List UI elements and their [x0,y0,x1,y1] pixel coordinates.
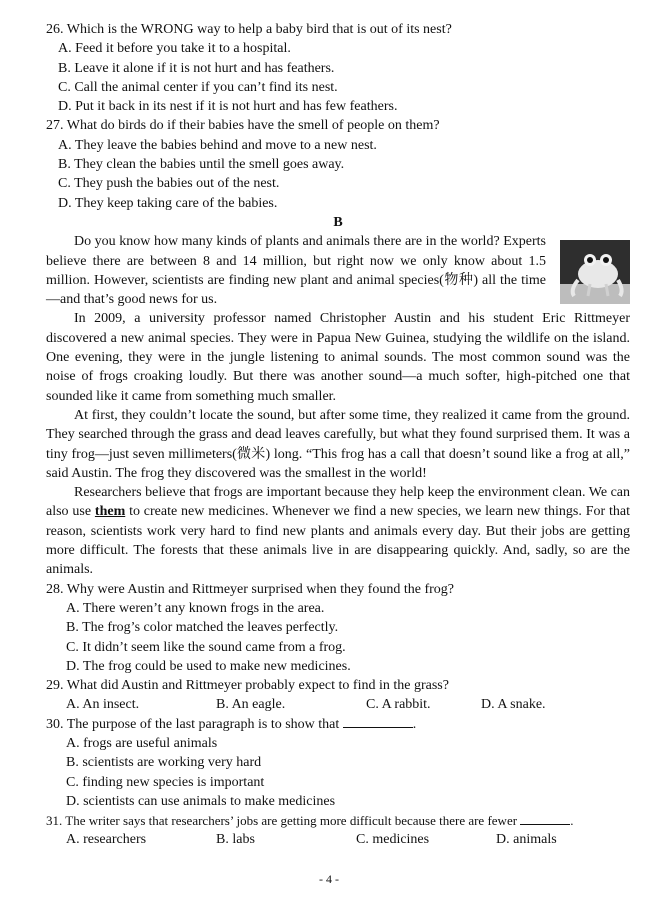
question-28-option-c: C. It didn’t seem like the sound came from a frog. [66,639,346,655]
question-27-option-d: D. They keep taking care of the babies. [58,195,278,211]
question-27-text: What do birds do if their babies have the smell of people on them? [66,118,440,134]
passage-paragraph-3: At first, they couldn’t locate the sound, but after some time, they realized it came from the ground. They searched through the grass and dead leaves carefully, but what they found surprised them. It was a tiny frog—just seven millimeters(微米) long. “This frog has a call that doesn’t sound like a frog at all,” said Austin. The frog they discovered was the smallest in the world! [46,407,630,481]
question-31-option-b: B. labs [216,832,255,848]
passage-paragraph-2: In 2009, a university professor named Christopher Austin and his student Eric Rittmeyer discovered a new animal species. They were in Papua New Guinea, studying the wildlife on the island. One evening, they were in the jungle listening to animal sounds. The most common sound was the noise of frogs croaking loudly. But there was another sound—a much softer, high-pitched one that sounded like it came from something much smaller. [46,311,630,404]
paragraph-4-end: to create new medicines. Whenever we find a new species, we learn new things. For that reason, scientists work very hard to find new plants and animals every day. But their jobs are getting more difficult. The forests that these animals live in are disappearing quickly. And, sadly, so are the animals. [46,504,630,578]
question-30-option-d: D. scientists can use animals to make medicines [66,793,336,809]
question-31-option-c: C. medicines [356,832,430,848]
question-26-number: 26. [46,22,64,37]
question-31-options [66,830,630,849]
question-26 [46,20,630,39]
keyword-them: them [94,504,126,520]
question-31-end: . [570,813,574,829]
question-31-option-d: D. animals [496,832,557,848]
question-27-option-a: A. They leave the babies behind and move to a new nest. [58,137,377,153]
question-29-option-b: B. An eagle. [216,697,286,713]
answer-blank [520,824,570,825]
question-28-option-b: B. The frog’s color matched the leaves perfectly. [66,620,339,636]
answer-blank [343,727,413,728]
question-31 [46,811,630,830]
question-27-option-b: B. They clean the babies until the smell goes away. [58,157,345,173]
question-27-number: 27. [46,118,64,134]
question-26-option-b: B. Leave it alone if it is not hurt and has feathers. [58,60,335,76]
section-title: B [333,214,343,230]
question-30-option-b: B. scientists are working very hard [66,755,262,771]
passage-paragraph-1: Do you know how many kinds of plants and animals there are in the world? Experts believe there are between 8 and 14 million, but right now we only know about 1.5 million. However, scientists are finding new plant and animal species(物种) all the time—and that’s good news for us. [46,234,546,308]
frog-image [560,240,630,304]
question-31-text: 31. The writer says that researchers’ jobs are getting more difficult because there are fewer [46,813,518,829]
question-30-option-a: A. frogs are useful animals [66,735,218,751]
question-29-option-d: D. A snake. [481,697,546,713]
question-30-option-c: C. finding new species is important [66,774,265,790]
question-30 [46,715,630,734]
question-31-option-a: A. researchers [66,832,147,848]
question-30-end: . [412,716,417,732]
question-29: 29. What did Austin and Rittmeyer probably expect to find in the grass? [46,678,449,694]
question-30-text: 30. The purpose of the last paragraph is to show that [46,716,340,732]
question-28-option-a: A. There weren’t any known frogs in the area. [66,600,325,616]
question-29-option-c: C. A rabbit. [366,697,431,713]
question-29-options [66,695,630,714]
question-26-option-c: C. Call the animal center if you can’t find its nest. [58,79,338,95]
frog-photo [560,240,630,304]
question-28: 28. Why were Austin and Rittmeyer surprised when they found the frog? [46,581,454,597]
page-content [46,20,630,850]
question-27-option-c: C. They push the babies out of the nest. [58,176,280,192]
question-26-text: Which is the WRONG way to help a baby bird that is out of its nest? [66,22,452,37]
question-26-option-d: D. Put it back in its nest if it is not hurt and has few feathers. [58,99,398,115]
paragraph-4-start: Researchers believe that frogs are important because they help keep the environment clean. We can also use [46,485,630,520]
question-28-option-d: D. The frog could be used to make new medicines. [66,658,351,674]
passage-paragraph-4 [46,483,630,579]
question-26-option-a: A. Feed it before you take it to a hospital. [58,41,291,57]
question-27 [46,116,630,135]
question-29-option-a: A. An insect. [66,697,140,713]
page-number: - 4 - [319,872,339,886]
